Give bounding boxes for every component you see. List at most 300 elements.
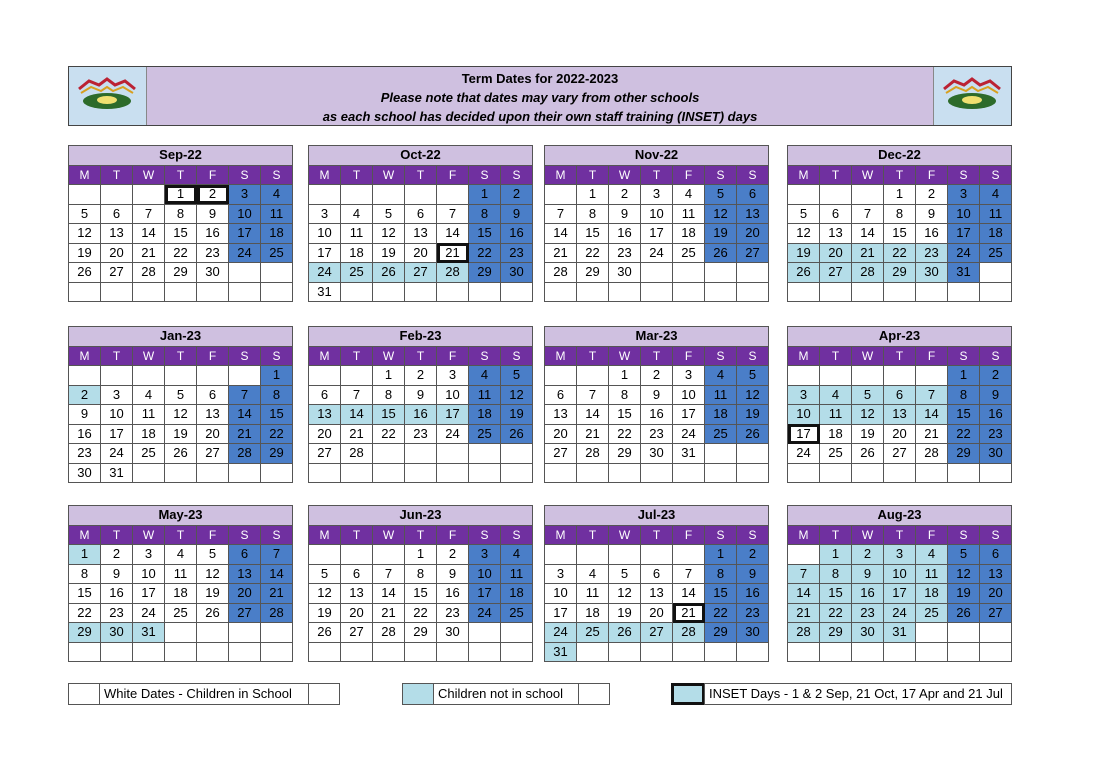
day-cell: 28 [373,623,405,643]
empty-cell [261,282,293,302]
day-cell: 8 [820,564,852,584]
day-cell: 14 [916,405,948,425]
day-cell: 12 [609,584,641,604]
empty-cell [437,185,469,205]
day-cell: 3 [641,185,673,205]
empty-cell [437,463,469,483]
inset-day-cell: 21 [437,243,469,263]
empty-cell [133,282,165,302]
month-feb-23 [308,326,533,483]
day-cell: 21 [545,243,577,263]
day-cell: 19 [609,603,641,623]
weekday-header: F [197,346,229,366]
day-cell: 16 [101,584,133,604]
empty-cell [501,463,533,483]
weekday-header: M [788,525,820,545]
day-cell: 25 [577,623,609,643]
day-cell: 11 [705,385,737,405]
day-cell: 20 [641,603,673,623]
empty-cell [165,282,197,302]
day-cell: 13 [545,405,577,425]
day-cell: 6 [641,564,673,584]
day-cell: 21 [341,424,373,444]
day-cell: 31 [309,282,341,302]
day-cell: 22 [609,424,641,444]
day-cell: 28 [229,444,261,464]
day-cell: 19 [165,424,197,444]
day-cell: 2 [980,366,1012,386]
day-cell: 14 [852,224,884,244]
day-cell: 19 [309,603,341,623]
day-cell: 9 [69,405,101,425]
day-cell: 18 [469,405,501,425]
day-cell: 30 [437,623,469,643]
day-cell: 20 [309,424,341,444]
day-cell: 11 [165,564,197,584]
day-cell: 23 [405,424,437,444]
day-cell: 19 [373,243,405,263]
day-cell: 5 [705,185,737,205]
day-cell: 25 [469,424,501,444]
day-cell: 28 [133,263,165,283]
weekday-header: T [341,525,373,545]
inset-day-cell: 21 [673,603,705,623]
day-cell: 9 [405,385,437,405]
day-cell: 26 [852,444,884,464]
day-cell: 24 [641,243,673,263]
legend-label-not-in-school: Children not in school [433,683,579,705]
day-cell: 29 [405,623,437,643]
day-cell: 21 [577,424,609,444]
day-cell: 20 [820,243,852,263]
weekday-header: M [545,525,577,545]
day-cell: 9 [641,385,673,405]
empty-cell [309,642,341,662]
weekday-header: M [309,165,341,185]
weekday-header: T [820,165,852,185]
day-cell: 22 [577,243,609,263]
day-cell: 2 [852,545,884,565]
day-cell: 5 [852,385,884,405]
empty-cell [980,623,1012,643]
day-cell: 7 [788,564,820,584]
day-cell: 26 [788,263,820,283]
empty-cell [980,263,1012,283]
month-title: Mar-23 [545,327,769,347]
weekday-header: S [980,525,1012,545]
day-cell: 28 [916,444,948,464]
legend-swatch-not-in-school [402,683,434,705]
month-title: Dec-22 [788,146,1012,166]
day-cell: 22 [948,424,980,444]
weekday-header: M [309,525,341,545]
day-cell: 2 [69,385,101,405]
weekday-header: T [405,165,437,185]
empty-cell [577,545,609,565]
day-cell: 15 [820,584,852,604]
weekday-header: T [820,525,852,545]
day-cell: 18 [577,603,609,623]
empty-cell [948,463,980,483]
empty-cell [165,623,197,643]
day-cell: 18 [165,584,197,604]
day-cell: 18 [501,584,533,604]
weekday-header: T [341,165,373,185]
day-cell: 9 [609,204,641,224]
day-cell: 2 [501,185,533,205]
empty-cell [788,545,820,565]
day-cell: 2 [737,545,769,565]
empty-cell [341,282,373,302]
day-cell: 29 [469,263,501,283]
day-cell: 27 [820,263,852,283]
empty-cell [545,366,577,386]
day-cell: 1 [884,185,916,205]
weekday-header: T [641,525,673,545]
weekday-header: F [673,346,705,366]
empty-cell [788,642,820,662]
empty-cell [916,282,948,302]
day-cell: 19 [197,584,229,604]
day-cell: 26 [705,243,737,263]
weekday-header: S [229,525,261,545]
weekday-header: T [165,525,197,545]
day-cell: 31 [545,642,577,662]
day-cell: 14 [673,584,705,604]
empty-cell [373,185,405,205]
day-cell: 29 [165,263,197,283]
empty-cell [373,463,405,483]
empty-cell [373,545,405,565]
empty-cell [884,463,916,483]
weekday-header: T [884,165,916,185]
day-cell: 17 [884,584,916,604]
day-cell: 9 [437,564,469,584]
day-cell: 22 [884,243,916,263]
day-cell: 24 [884,603,916,623]
month-oct-22 [308,145,533,302]
day-cell: 2 [101,545,133,565]
weekday-header: T [341,346,373,366]
day-cell: 7 [373,564,405,584]
empty-cell [545,463,577,483]
empty-cell [852,463,884,483]
weekday-header: T [101,165,133,185]
day-cell: 4 [261,185,293,205]
empty-cell [545,282,577,302]
day-cell: 4 [501,545,533,565]
weekday-header: T [405,525,437,545]
day-cell: 1 [261,366,293,386]
empty-cell [705,463,737,483]
day-cell: 11 [261,204,293,224]
empty-cell [788,282,820,302]
day-cell: 8 [609,385,641,405]
empty-cell [309,463,341,483]
day-cell: 1 [577,185,609,205]
weekday-header: S [737,165,769,185]
day-cell: 30 [197,263,229,283]
empty-cell [197,463,229,483]
day-cell: 23 [916,243,948,263]
day-cell: 23 [101,603,133,623]
day-cell: 11 [133,405,165,425]
day-cell: 24 [101,444,133,464]
day-cell: 10 [948,204,980,224]
day-cell: 7 [916,385,948,405]
day-cell: 20 [737,224,769,244]
empty-cell [641,545,673,565]
empty-cell [405,185,437,205]
day-cell: 16 [197,224,229,244]
empty-cell [373,444,405,464]
month-apr-23 [787,326,1012,483]
day-cell: 26 [165,444,197,464]
day-cell: 13 [197,405,229,425]
day-cell: 28 [673,623,705,643]
day-cell: 20 [545,424,577,444]
empty-cell [309,545,341,565]
empty-cell [197,282,229,302]
empty-cell [341,463,373,483]
empty-cell [197,366,229,386]
day-cell: 3 [788,385,820,405]
day-cell: 26 [737,424,769,444]
month-title: Sep-22 [69,146,293,166]
weekday-header: M [788,346,820,366]
empty-cell [852,642,884,662]
empty-cell [69,185,101,205]
empty-cell [916,623,948,643]
day-cell: 21 [133,243,165,263]
empty-cell [229,623,261,643]
day-cell: 5 [309,564,341,584]
day-cell: 24 [437,424,469,444]
weekday-header: W [373,165,405,185]
day-cell: 17 [673,405,705,425]
empty-cell [916,366,948,386]
day-cell: 7 [261,545,293,565]
day-cell: 12 [948,564,980,584]
school-crest-icon [69,67,147,125]
day-cell: 6 [737,185,769,205]
weekday-header: S [229,165,261,185]
day-cell: 11 [341,224,373,244]
day-cell: 30 [916,263,948,283]
empty-cell [101,185,133,205]
day-cell: 9 [101,564,133,584]
month-jul-23 [544,505,769,662]
weekday-header: W [133,525,165,545]
empty-cell [69,282,101,302]
day-cell: 7 [852,204,884,224]
weekday-header: M [69,525,101,545]
empty-cell [101,642,133,662]
day-cell: 26 [69,263,101,283]
day-cell: 15 [705,584,737,604]
day-cell: 8 [373,385,405,405]
day-cell: 2 [609,185,641,205]
day-cell: 22 [261,424,293,444]
day-cell: 16 [609,224,641,244]
day-cell: 6 [405,204,437,224]
month-title: Jul-23 [545,506,769,526]
empty-cell [309,185,341,205]
day-cell: 21 [373,603,405,623]
day-cell: 7 [577,385,609,405]
day-cell: 8 [577,204,609,224]
day-cell: 7 [341,385,373,405]
day-cell: 16 [737,584,769,604]
month-mar-23 [544,326,769,483]
day-cell: 6 [229,545,261,565]
day-cell: 27 [641,623,673,643]
weekday-header: T [101,346,133,366]
day-cell: 30 [641,444,673,464]
day-cell: 25 [820,444,852,464]
day-cell: 24 [673,424,705,444]
day-cell: 27 [545,444,577,464]
weekday-header: S [501,165,533,185]
month-jun-23 [308,505,533,662]
month-title: Oct-22 [309,146,533,166]
legend-label-inset: INSET Days - 1 & 2 Sep, 21 Oct, 17 Apr and 21 Jul [704,683,1012,705]
empty-cell [133,185,165,205]
empty-cell [437,444,469,464]
day-cell: 10 [101,405,133,425]
day-cell: 4 [577,564,609,584]
day-cell: 14 [577,405,609,425]
weekday-header: T [165,165,197,185]
day-cell: 23 [609,243,641,263]
day-cell: 7 [229,385,261,405]
weekday-header: T [405,346,437,366]
weekday-header: F [673,165,705,185]
weekday-header: W [852,165,884,185]
day-cell: 13 [980,564,1012,584]
day-cell: 15 [884,224,916,244]
empty-cell [673,642,705,662]
day-cell: 9 [916,204,948,224]
day-cell: 3 [948,185,980,205]
day-cell: 8 [948,385,980,405]
day-cell: 15 [469,224,501,244]
day-cell: 27 [980,603,1012,623]
day-cell: 5 [197,545,229,565]
day-cell: 11 [820,405,852,425]
weekday-header: T [641,346,673,366]
day-cell: 7 [133,204,165,224]
day-cell: 17 [469,584,501,604]
day-cell: 30 [101,623,133,643]
day-cell: 19 [737,405,769,425]
weekday-header: F [437,346,469,366]
day-cell: 10 [673,385,705,405]
weekday-header: S [948,525,980,545]
weekday-header: M [788,165,820,185]
day-cell: 12 [69,224,101,244]
day-cell: 13 [820,224,852,244]
day-cell: 20 [341,603,373,623]
weekday-header: S [261,525,293,545]
day-cell: 30 [501,263,533,283]
day-cell: 21 [229,424,261,444]
weekday-header: S [469,165,501,185]
page-title: Term Dates for 2022-2023 [461,71,619,86]
day-cell: 3 [229,185,261,205]
day-cell: 1 [705,545,737,565]
weekday-header: W [852,346,884,366]
empty-cell [341,642,373,662]
month-title: May-23 [69,506,293,526]
day-cell: 28 [577,444,609,464]
day-cell: 21 [916,424,948,444]
day-cell: 2 [437,545,469,565]
day-cell: 17 [545,603,577,623]
weekday-header: S [980,165,1012,185]
day-cell: 8 [261,385,293,405]
day-cell: 30 [737,623,769,643]
empty-cell [165,366,197,386]
empty-cell [373,642,405,662]
weekday-header: M [69,165,101,185]
header-titles [147,69,933,126]
legend-swatch-school [68,683,100,705]
day-cell: 20 [101,243,133,263]
day-cell: 8 [405,564,437,584]
day-cell: 6 [820,204,852,224]
empty-cell [705,444,737,464]
day-cell: 10 [437,385,469,405]
day-cell: 4 [341,204,373,224]
day-cell: 12 [197,564,229,584]
day-cell: 29 [705,623,737,643]
empty-cell [405,282,437,302]
day-cell: 13 [229,564,261,584]
day-cell: 3 [469,545,501,565]
weekday-header: F [197,165,229,185]
day-cell: 9 [737,564,769,584]
day-cell: 3 [545,564,577,584]
empty-cell [261,623,293,643]
day-cell: 10 [229,204,261,224]
day-cell: 29 [577,263,609,283]
empty-cell [737,263,769,283]
day-cell: 13 [101,224,133,244]
day-cell: 23 [852,603,884,623]
day-cell: 1 [373,366,405,386]
day-cell: 29 [609,444,641,464]
empty-cell [469,463,501,483]
day-cell: 10 [309,224,341,244]
empty-cell [229,642,261,662]
day-cell: 31 [133,623,165,643]
empty-cell [852,282,884,302]
day-cell: 26 [197,603,229,623]
day-cell: 14 [788,584,820,604]
weekday-header: S [261,346,293,366]
empty-cell [341,545,373,565]
weekday-header: S [469,346,501,366]
weekday-header: S [501,525,533,545]
day-cell: 26 [309,623,341,643]
day-cell: 19 [948,584,980,604]
day-cell: 9 [980,385,1012,405]
weekday-header: M [545,346,577,366]
empty-cell [737,642,769,662]
weekday-header: S [705,165,737,185]
day-cell: 18 [916,584,948,604]
